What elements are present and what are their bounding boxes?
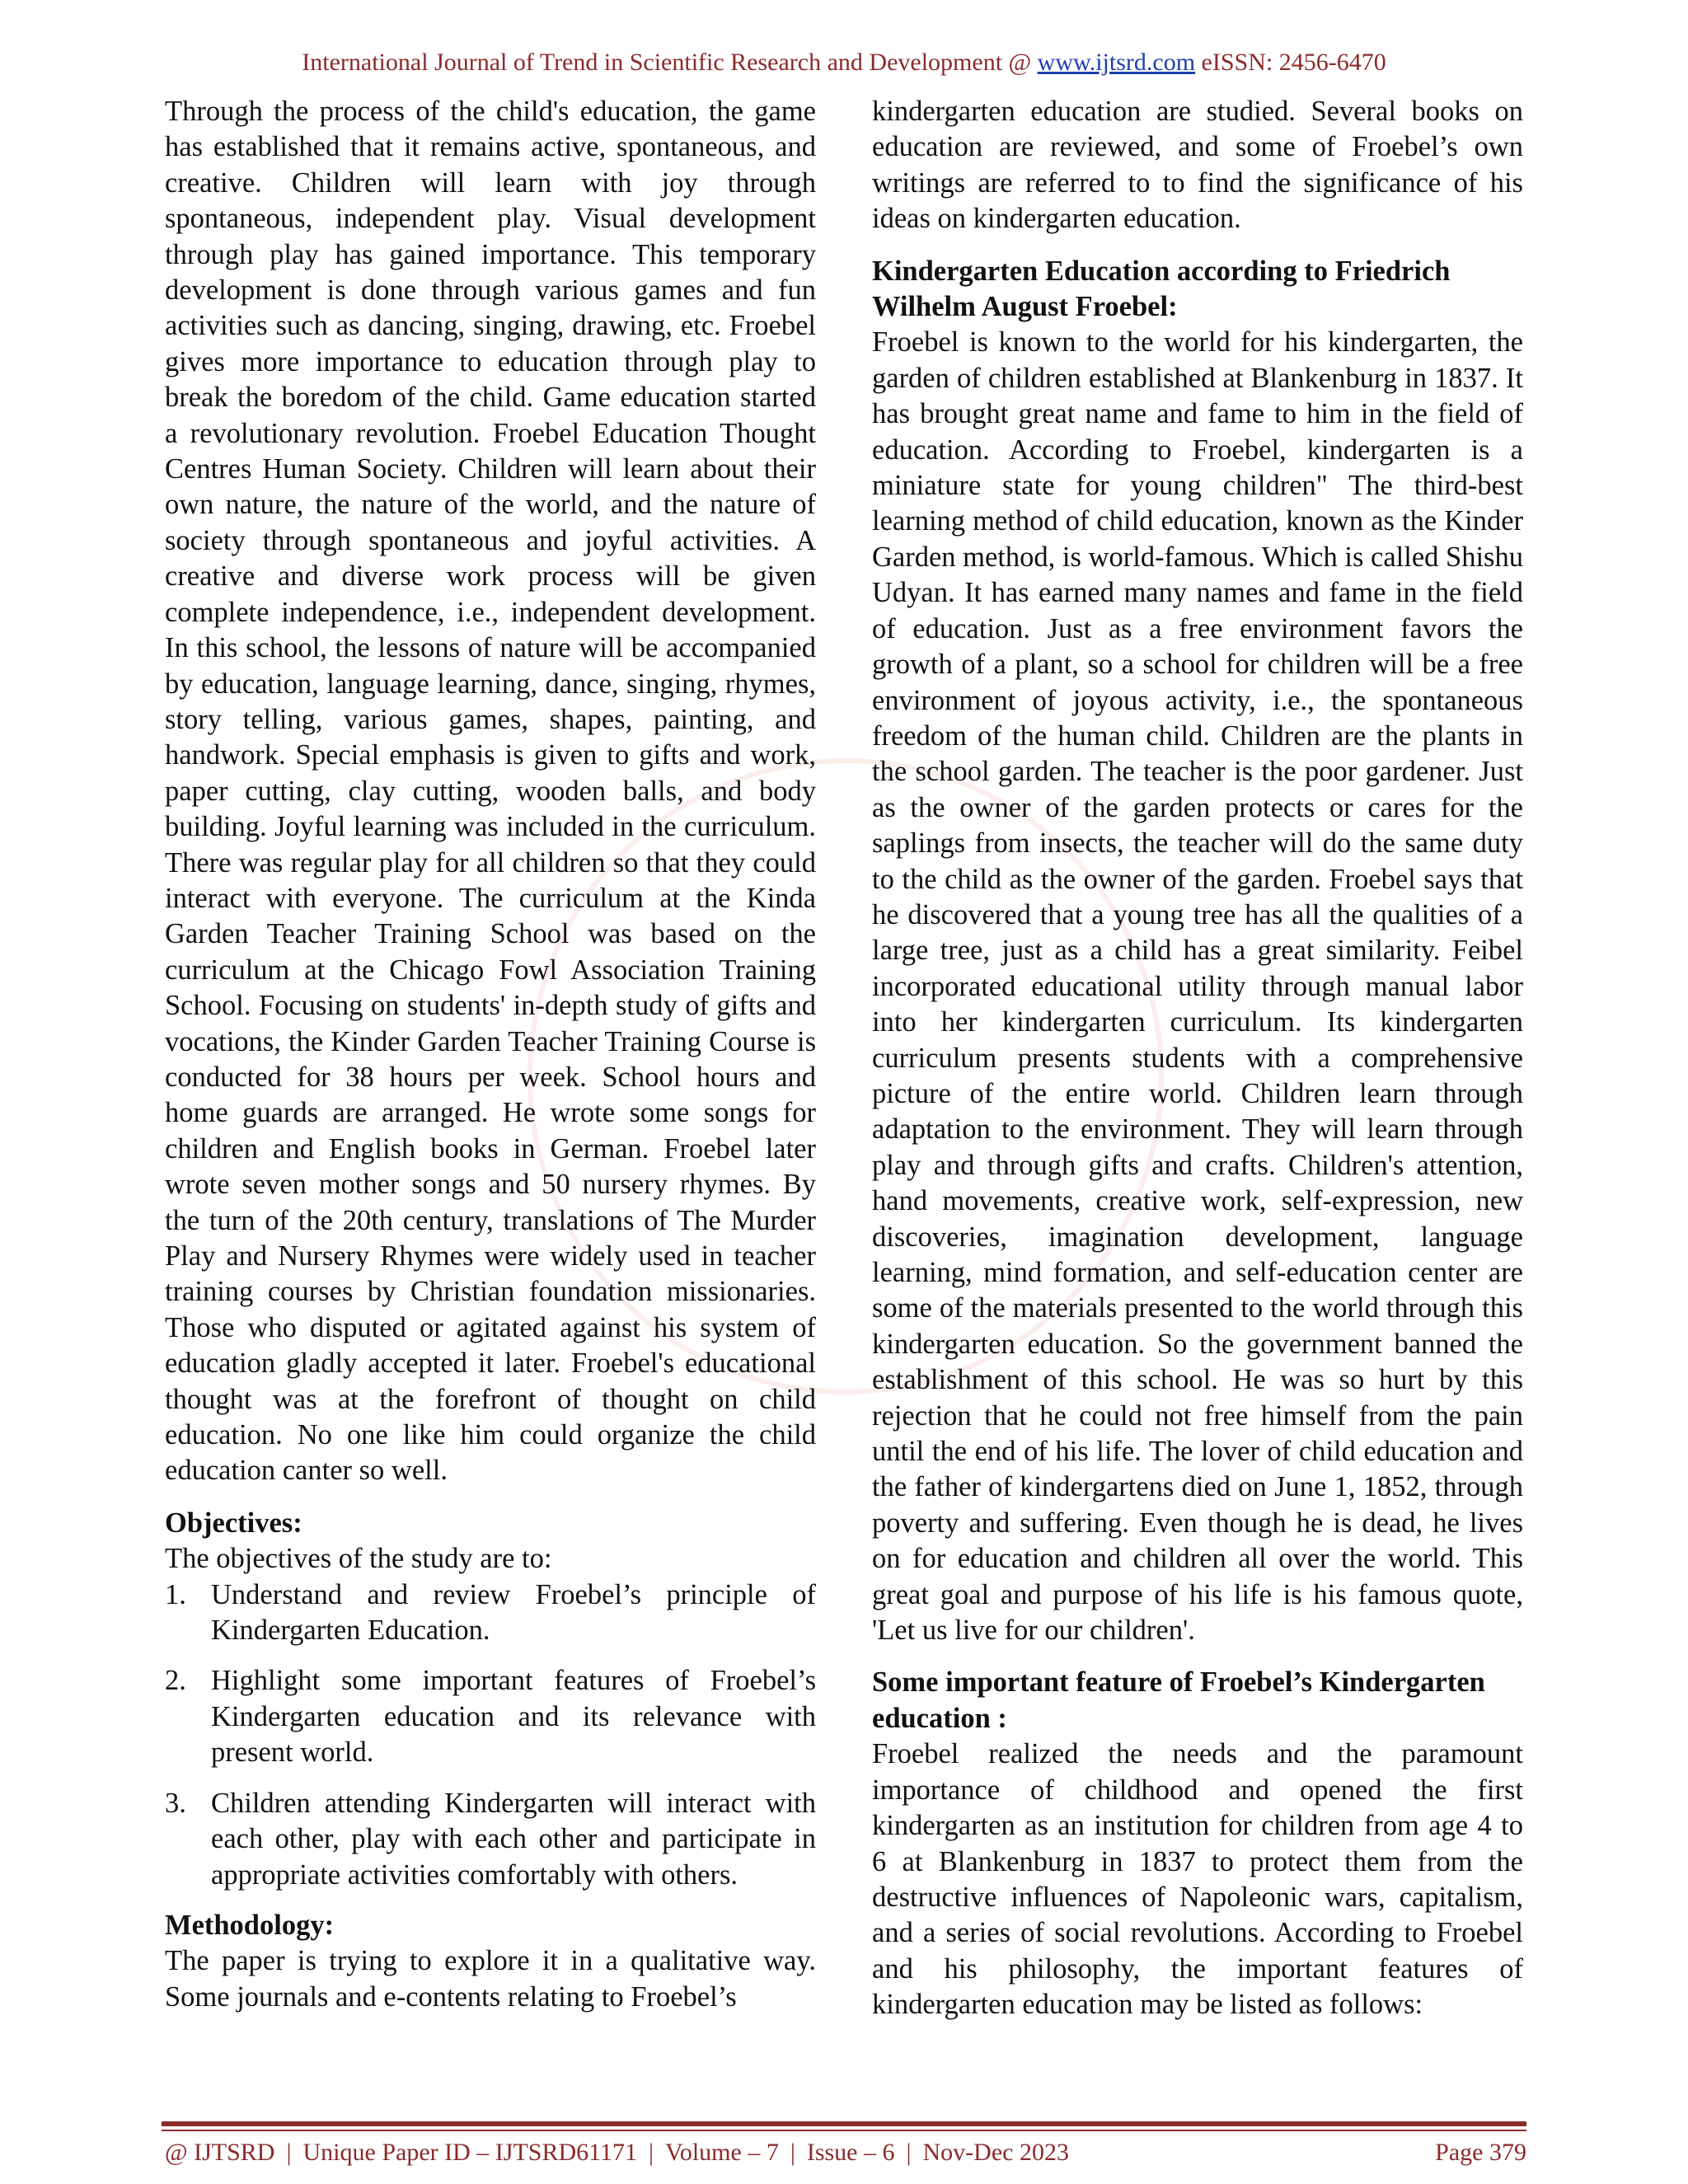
list-item-text: Understand and review Froebel’s principle of Kindergarten Education.	[211, 1578, 816, 1647]
section-heading: Some important feature of Froebel’s Kindergarten education :	[872, 1666, 1485, 1734]
list-item-number: 1.	[165, 1578, 186, 1610]
footer-rule-thin	[162, 2130, 1526, 2131]
body-paragraph: Froebel realized the needs and the paramount importance of childhood and opened the first kindergarten as an institution for children from age 4 to 6 at Blankenburg in 1837 to protect them from the destructive influences of Napoleonic wars, capitalism, and a series of social revolutions. According to Froebel and his philosophy, the important features of kindergarten education may be listed as follows:	[872, 1738, 1523, 2021]
list-item	[165, 1577, 816, 1649]
list-item-text: Highlight some important features of Froebel’s Kindergarten education and its relevance with present world.	[211, 1665, 816, 1769]
running-footer	[165, 2136, 1526, 2169]
objectives-list	[165, 1577, 816, 1893]
methodology-heading: Methodology:	[165, 1909, 335, 1941]
footer-separator: |	[790, 2139, 795, 2166]
footer-info	[165, 2136, 1069, 2169]
list-item-number: 3.	[165, 1787, 186, 1819]
journal-url-link[interactable]: www.ijtsrd.com	[1037, 49, 1196, 76]
right-column	[872, 94, 1523, 2023]
body-paragraph: kindergarten education are studied. Several books on education are reviewed, and some of Froebel’s own writings are referred to to find the significance of his ideas on kindergarten education.	[872, 96, 1523, 235]
section-heading: Kindergarten Education according to Friedrich Wilhelm August Froebel:	[872, 255, 1451, 323]
body-paragraph: Froebel is known to the world for his kindergarten, the garden of children established at Blankenburg in 1837. It has brought great name and fame to him in the field of education. According to Froebel, kindergarten is a miniature state for young children" The third-best learning method of child education, known as the Kinder Garden method, is world-famous. Which is called Shishu Udyan. It has earned many names and fame in the field of education. Just as a free environment favors the growth of a plant, so a school for children will be a free environment of joyous activity, i.e., the spontaneous freedom of the human child. Children are the plants in the school garden. The teacher is the poor gardener. Just as the owner of the garden protects or cares for the saplings from insects, the teacher will do the same duty to the child as the owner of the garden. Froebel says that he discovered that a young tree has all the qualities of a large tree, just as a child has a great similarity. Feibel incorporated educational utility through manual labor into her kindergarten curriculum. Its kindergarten curriculum presents students with a comprehensive picture of the entire world. Children learn through adaptation to the environment. They will learn through play and through gifts and crafts. Children's attention, hand movements, creative work, self-expression, new discoveries, imagination development, language learning, mind formation, and self-education center are some of the materials presented to the world through this kindergarten education. So the government banned the establishment of this school. He was so hurt by this rejection that he could not free himself from the pain until the end of his life. The lover of child education and the father of kindergartens died on June 1, 1852, through poverty and suffering. Even though he is dead, he lives on for education and children all over the world. This great goal and purpose of his life is his famous quote, 'Let us live for our children'.	[872, 326, 1523, 1647]
footer-separator: |	[649, 2139, 654, 2166]
journal-issn: eISSN: 2456-6470	[1195, 49, 1386, 76]
footer-separator: |	[906, 2139, 912, 2166]
footer-issue: Issue – 6	[806, 2139, 895, 2166]
list-item	[165, 1786, 816, 1893]
list-item	[165, 1663, 816, 1770]
list-item-number: 2.	[165, 1665, 186, 1697]
left-column	[165, 94, 816, 2015]
methodology-paragraph: The paper is trying to explore it in a qualitative way. Some journals and e-contents relating to Froebel’s	[165, 1945, 816, 2013]
footer-paper-id: Unique Paper ID – IJTSRD61171	[302, 2139, 638, 2166]
footer-volume: Volume – 7	[665, 2139, 779, 2166]
footer-publisher: @ IJTSRD	[165, 2139, 275, 2166]
footer-date: Nov-Dec 2023	[922, 2139, 1069, 2166]
page-number: Page 379	[1435, 2139, 1526, 2166]
running-header	[0, 46, 1688, 79]
footer-rule-thick	[162, 2121, 1526, 2126]
objectives-intro: The objectives of the study are to:	[165, 1543, 552, 1575]
list-item-text: Children attending Kindergarten will interact with each other, play with each other and participate in appropriate activities comfortably with others.	[211, 1787, 816, 1891]
body-paragraph: Through the process of the child's education, the game has established that it remains active, spontaneous, and creative. Children will learn with joy through spontaneous, independent play. Visual development through play has gained importance. This temporary development is done through various games and fun activities such as dancing, singing, drawing, etc. Froebel gives more importance to education through play to break the boredom of the child. Game education started a revolutionary revolution. Froebel Education Thought Centres Human Society. Children will learn about their own nature, the nature of the world, and the nature of society through spontaneous and joyful activities. A creative and diverse work process will be given complete independence, i.e., independent development. In this school, the lessons of nature will be accompanied by education, language learning, dance, singing, rhymes, story telling, various games, shapes, painting, and handwork. Special emphasis is given to gifts and work, paper cutting, clay cutting, wooden balls, and body building. Joyful learning was included in the curriculum. There was regular play for all children so that they could interact with everyone. The curriculum at the Kinda Garden Teacher Training School was based on the curriculum at the Chicago Fowl Association Training School. Focusing on students' in-depth study of gifts and vocations, the Kinder Garden Teacher Training Course is conducted for 38 hours per week. School hours and home guards are arranged. He wrote some songs for children and English books in German. Froebel later wrote seven mother songs and 50 nursery rhymes. By the turn of the 20th century, translations of The Murder Play and Nursery Rhymes were widely used in teacher training courses by Christian foundation missionaries. Those who disputed or agitated against his system of education gladly accepted it later. Froebel's educational thought was at the forefront of thought on child education. No one like him could organize the child education canter so well.	[165, 96, 816, 1487]
objectives-heading: Objectives:	[165, 1507, 302, 1539]
journal-name: International Journal of Trend in Scientific Research and Development @	[302, 49, 1038, 76]
footer-separator: |	[286, 2139, 292, 2166]
